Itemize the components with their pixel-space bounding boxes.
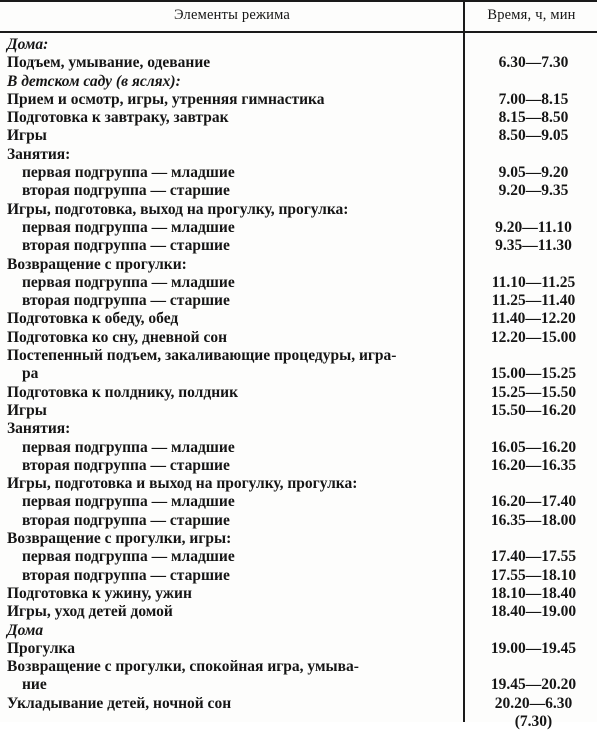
row-time bbox=[460, 201, 597, 219]
row-time: 9.05—9.20 bbox=[498, 164, 569, 182]
schedule-row bbox=[0, 237, 597, 255]
row-time bbox=[460, 622, 597, 640]
row-element: Дома bbox=[7, 621, 44, 639]
row-element: ние bbox=[22, 676, 47, 694]
row-time: 7.00—8.15 bbox=[498, 90, 569, 108]
row-time bbox=[460, 530, 597, 548]
row-element: Подъем, умывание, одевание bbox=[7, 54, 211, 72]
row-element: Возвращение с прогулки: bbox=[7, 255, 187, 273]
row-element: первая подгруппа — младшие bbox=[22, 438, 235, 456]
row-time: 16.35—18.00 bbox=[490, 511, 577, 529]
schedule-row bbox=[0, 676, 597, 694]
schedule-row bbox=[0, 164, 597, 182]
schedule-row bbox=[0, 512, 597, 530]
row-time: 18.10—18.40 bbox=[490, 584, 577, 602]
row-element: первая подгруппа — младшие bbox=[22, 273, 235, 291]
row-time: 16.05—16.20 bbox=[490, 438, 577, 456]
row-element: Подготовка к завтраку, завтрак bbox=[7, 109, 229, 127]
schedule-row bbox=[0, 695, 597, 713]
row-time bbox=[460, 73, 597, 91]
row-element: Дома: bbox=[7, 36, 49, 53]
schedule-row bbox=[0, 109, 597, 127]
header-rule bbox=[0, 31, 597, 33]
schedule-row bbox=[0, 475, 597, 493]
row-time bbox=[460, 658, 597, 676]
row-time: 11.10—11.25 bbox=[491, 273, 576, 291]
row-time bbox=[460, 146, 597, 164]
row-element: вторая подгруппа — старшие bbox=[22, 511, 230, 529]
row-time bbox=[460, 347, 597, 365]
row-time: 19.45—20.20 bbox=[490, 676, 577, 694]
schedule-row bbox=[0, 310, 597, 328]
row-time: 11.25—11.40 bbox=[491, 292, 576, 310]
row-time: 19.00—19.45 bbox=[490, 639, 577, 657]
row-element: Прием и осмотр, игры, утренняя гимнастика bbox=[7, 90, 325, 108]
row-element: Возвращение с прогулки, спокойная игра, умыва- bbox=[7, 658, 359, 676]
row-element: вторая подгруппа — старшие bbox=[22, 237, 230, 255]
schedule-row bbox=[0, 384, 597, 402]
row-time: 16.20—16.35 bbox=[490, 456, 577, 474]
row-element: Занятия: bbox=[7, 145, 71, 163]
row-time: 9.20—9.35 bbox=[498, 182, 569, 200]
row-time: 11.40—12.20 bbox=[491, 310, 576, 328]
row-element: Подготовка ко сну, дневной сон bbox=[7, 328, 228, 346]
row-element: ра bbox=[22, 365, 39, 383]
row-time: 8.15—8.50 bbox=[498, 109, 569, 127]
schedule-row bbox=[0, 201, 597, 219]
schedule-row bbox=[0, 530, 597, 548]
schedule-row bbox=[0, 146, 597, 164]
row-element: первая подгруппа — младшие bbox=[22, 164, 235, 182]
header-time: Время, ч, мин bbox=[487, 6, 576, 23]
row-element: Подготовка к полднику, полдник bbox=[7, 383, 239, 401]
schedule-row bbox=[0, 603, 597, 621]
row-time: 15.50—16.20 bbox=[490, 401, 577, 419]
schedule-row bbox=[0, 567, 597, 585]
row-time: 15.00—15.25 bbox=[490, 365, 577, 383]
row-time: 15.25—15.50 bbox=[490, 383, 577, 401]
schedule-row bbox=[0, 622, 597, 640]
schedule-row bbox=[0, 420, 597, 438]
schedule-row bbox=[0, 91, 597, 109]
schedule-row bbox=[0, 54, 597, 72]
row-element: Игры bbox=[7, 401, 47, 419]
schedule-row bbox=[0, 640, 597, 658]
row-element: вторая подгруппа — старшие bbox=[22, 566, 230, 584]
row-element: вторая подгруппа — старшие bbox=[22, 292, 230, 310]
schedule-row bbox=[0, 127, 597, 145]
row-element: Возвращение с прогулки, игры: bbox=[7, 530, 232, 548]
row-time: (7.30) bbox=[514, 712, 553, 730]
row-time bbox=[460, 256, 597, 274]
schedule-row bbox=[0, 365, 597, 383]
row-time: 20.20—6.30 bbox=[494, 694, 573, 712]
row-element: первая подгруппа — младшие bbox=[22, 493, 235, 511]
row-element: В детском саду (в яслях): bbox=[7, 72, 181, 90]
schedule-row bbox=[0, 548, 597, 566]
row-element: вторая подгруппа — старшие bbox=[22, 456, 230, 474]
row-element: Подготовка к ужину, ужин bbox=[7, 584, 192, 602]
schedule-row bbox=[0, 274, 597, 292]
row-element: Игры, подготовка, выход на прогулку, прогулка: bbox=[7, 200, 349, 218]
row-element: первая подгруппа — младшие bbox=[22, 218, 235, 236]
row-element: Игры, уход детей домой bbox=[7, 603, 173, 621]
schedule-row bbox=[0, 182, 597, 200]
row-time: 12.20—15.00 bbox=[490, 328, 577, 346]
schedule-row bbox=[0, 219, 597, 237]
row-time: 8.50—9.05 bbox=[498, 127, 569, 145]
row-element: Занятия: bbox=[7, 420, 71, 438]
row-time: 9.20—11.10 bbox=[495, 218, 572, 236]
row-element: вторая подгруппа — старшие bbox=[22, 182, 230, 200]
top-rule bbox=[0, 0, 597, 2]
schedule-row bbox=[0, 658, 597, 676]
row-element: Укладывание детей, ночной сон bbox=[7, 694, 232, 712]
schedule-row bbox=[0, 347, 597, 365]
row-element: Постепенный подъем, закаливающие процедуры, игра- bbox=[7, 347, 397, 365]
row-time: 17.55—18.10 bbox=[490, 566, 577, 584]
schedule-row bbox=[0, 36, 597, 54]
row-time: 16.20—17.40 bbox=[490, 493, 577, 511]
header-elements: Элементы режима bbox=[173, 6, 291, 23]
row-element: Игры, подготовка и выход на прогулку, прогулка: bbox=[7, 475, 358, 493]
row-element: Игры bbox=[7, 127, 47, 145]
row-time: 6.30—7.30 bbox=[498, 54, 569, 72]
schedule-row bbox=[0, 402, 597, 420]
row-time bbox=[460, 36, 597, 54]
schedule-row bbox=[0, 292, 597, 310]
row-time bbox=[460, 475, 597, 493]
row-time: 9.35—11.30 bbox=[495, 237, 572, 255]
row-element: первая подгруппа — младшие bbox=[22, 548, 235, 566]
schedule-row bbox=[0, 439, 597, 457]
schedule-row bbox=[0, 457, 597, 475]
row-time: 18.40—19.00 bbox=[490, 603, 577, 621]
schedule-row bbox=[0, 256, 597, 274]
schedule-row bbox=[0, 329, 597, 347]
row-time bbox=[460, 420, 597, 438]
row-time: 17.40—17.55 bbox=[490, 548, 577, 566]
row-element: Подготовка к обеду, обед bbox=[7, 310, 179, 328]
schedule-row bbox=[0, 493, 597, 511]
schedule-row bbox=[0, 585, 597, 603]
schedule-rows bbox=[0, 36, 597, 731]
row-element: Прогулка bbox=[7, 639, 75, 657]
schedule-row bbox=[0, 73, 597, 91]
